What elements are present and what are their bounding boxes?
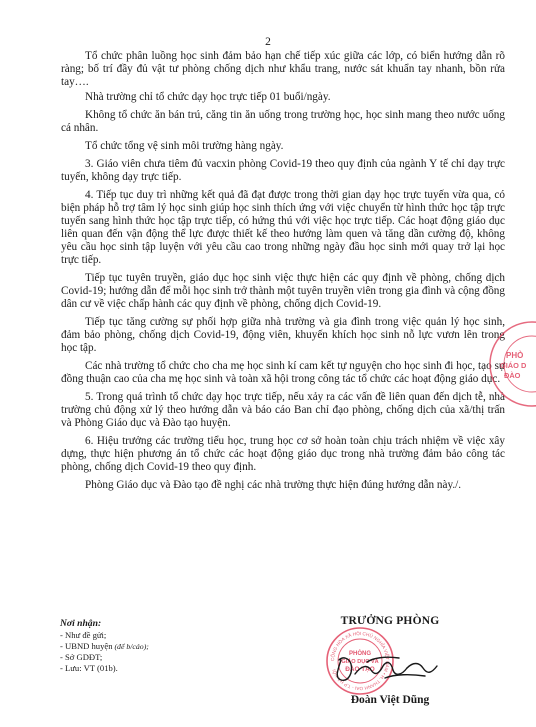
svg-text:PHÒNG: PHÒNG <box>348 651 372 657</box>
signer-title: TRƯỞNG PHÒNG <box>340 615 440 627</box>
svg-text:CỘNG HÒA XÃ HỘI CHỦ NGHĨA VIỆT: CỘNG HÒA XÃ HỘI CHỦ NGHĨA VIỆT NAM • H. THANH OAI - T.P HÀ NỘI <box>329 630 391 692</box>
recipients-heading: Nơi nhận: <box>60 618 102 629</box>
recipient-item: - Sở GDĐT; <box>60 652 103 662</box>
recipient-item: - UBND huyện (để b/cáo); <box>60 641 149 651</box>
document-body <box>61 50 505 497</box>
handwritten-signature <box>315 644 445 688</box>
svg-text:ĐÀO TẠO: ĐÀO TẠO <box>345 666 375 673</box>
svg-text:ĐÀO: ĐÀO <box>504 371 521 380</box>
signer-name: Đoàn Việt Dũng <box>350 694 430 706</box>
recipient-note: (để b/cáo); <box>112 642 149 651</box>
paragraph: 4. Tiếp tục duy trì những kết quả đã đạt được trong thời gian dạy học trực tuyến vừa qua, có biện pháp hỗ trợ tâm lý học sinh giúp học sinh thích ứng với việc chuyển từ hình thức học tập trực tuyến sang hình thức học tập trực tiếp, có hứng thú với việc học trực tiếp. Các hoạt động giáo dục liên quan đến vận động thể lực được thiết kế theo hướng làm quen và tăng dần cường độ, không yêu cầu học sinh tập luyện với yêu cầu cao trong những ngày đầu học sinh mới quay trở lại học trực tiếp. <box>61 189 505 266</box>
svg-text:GIÁO DỤC VÀ: GIÁO DỤC VÀ <box>341 659 379 665</box>
recipients-list <box>60 618 280 674</box>
paragraph: Nhà trường chỉ tổ chức dạy học trực tiếp 01 buổi/ngày. <box>85 91 331 103</box>
page-number: 2 <box>265 36 271 48</box>
margin-stamp <box>486 318 536 410</box>
paragraph: Tiếp tục tăng cường sự phối hợp giữa nhà trường và gia đình trong việc quản lý học sinh, đảm bảo phòng, chống dịch Covid-19, động viên, khuyến khích học sinh nỗ lực vươn lên trong học tập. <box>61 316 505 354</box>
paragraph: 5. Trong quá trình tổ chức dạy học trực tiếp, nếu xảy ra các vấn đề liên quan đến dịch tễ, nhà trường chủ động xử lý theo hướng dẫn và báo cáo Ban chỉ đạo phòng, chống dịch của xã/thị trấn và Phòng Giáo dục và Đào tạo huyện. <box>61 391 505 429</box>
paragraph: Các nhà trường tổ chức cho cha mẹ học sinh kí cam kết tự nguyện cho học sinh đi học, tạo sự đồng thuận cao của cha mẹ học sinh và toàn xã hội trong công tác tổ chức các hoạt động giáo dục. <box>61 360 505 385</box>
paragraph: Tổ chức phân luồng học sinh đảm bảo hạn chế tiếp xúc giữa các lớp, có biển hướng dẫn rõ ràng; bố trí đầy đủ vật tư phòng chống dịch như khẩu trang, nước sát khuẩn tay nhanh, bồn rửa tay…. <box>61 50 505 88</box>
paragraph: Tổ chức tổng vệ sinh môi trường hàng ngày. <box>85 140 284 152</box>
svg-text:PHÒ: PHÒ <box>506 351 524 360</box>
paragraph: 3. Giáo viên chưa tiêm đủ vacxin phòng Covid-19 theo quy định của ngành Y tế chỉ dạy trực tuyến, không dạy trực tiếp. <box>61 158 505 183</box>
recipient-item: - Lưu: VT (01b). <box>60 663 118 673</box>
paragraph: Tiếp tục tuyên truyền, giáo dục học sinh việc thực hiện các quy định về phòng, chống dịch Covid-19; hướng dẫn để mỗi học sinh trở thành một tuyên truyền viên trong gia đình và cộng đồng dân cư về việc chấp hành các quy định về phòng, chống dịch Covid-19. <box>61 272 505 310</box>
svg-text:GIÁO D: GIÁO D <box>500 361 527 370</box>
recipient-item: - Như đề gửi; <box>60 630 107 640</box>
paragraph: Phòng Giáo dục và Đào tạo đề nghị các nhà trường thực hiện đúng hướng dẫn này./. <box>85 479 462 491</box>
paragraph: 6. Hiệu trưởng các trường tiểu học, trung học cơ sở hoàn toàn chịu trách nhiệm về việc xây dựng, thực hiện phương án tổ chức các hoạt động giáo dục trong nhà trường đảm bảo công tác phòng, chống dịch Covid-19 theo quy định. <box>61 435 505 473</box>
paragraph: Không tổ chức ăn bán trú, căng tin ăn uống trong trường học, học sinh mang theo nước uống cá nhân. <box>61 109 505 134</box>
